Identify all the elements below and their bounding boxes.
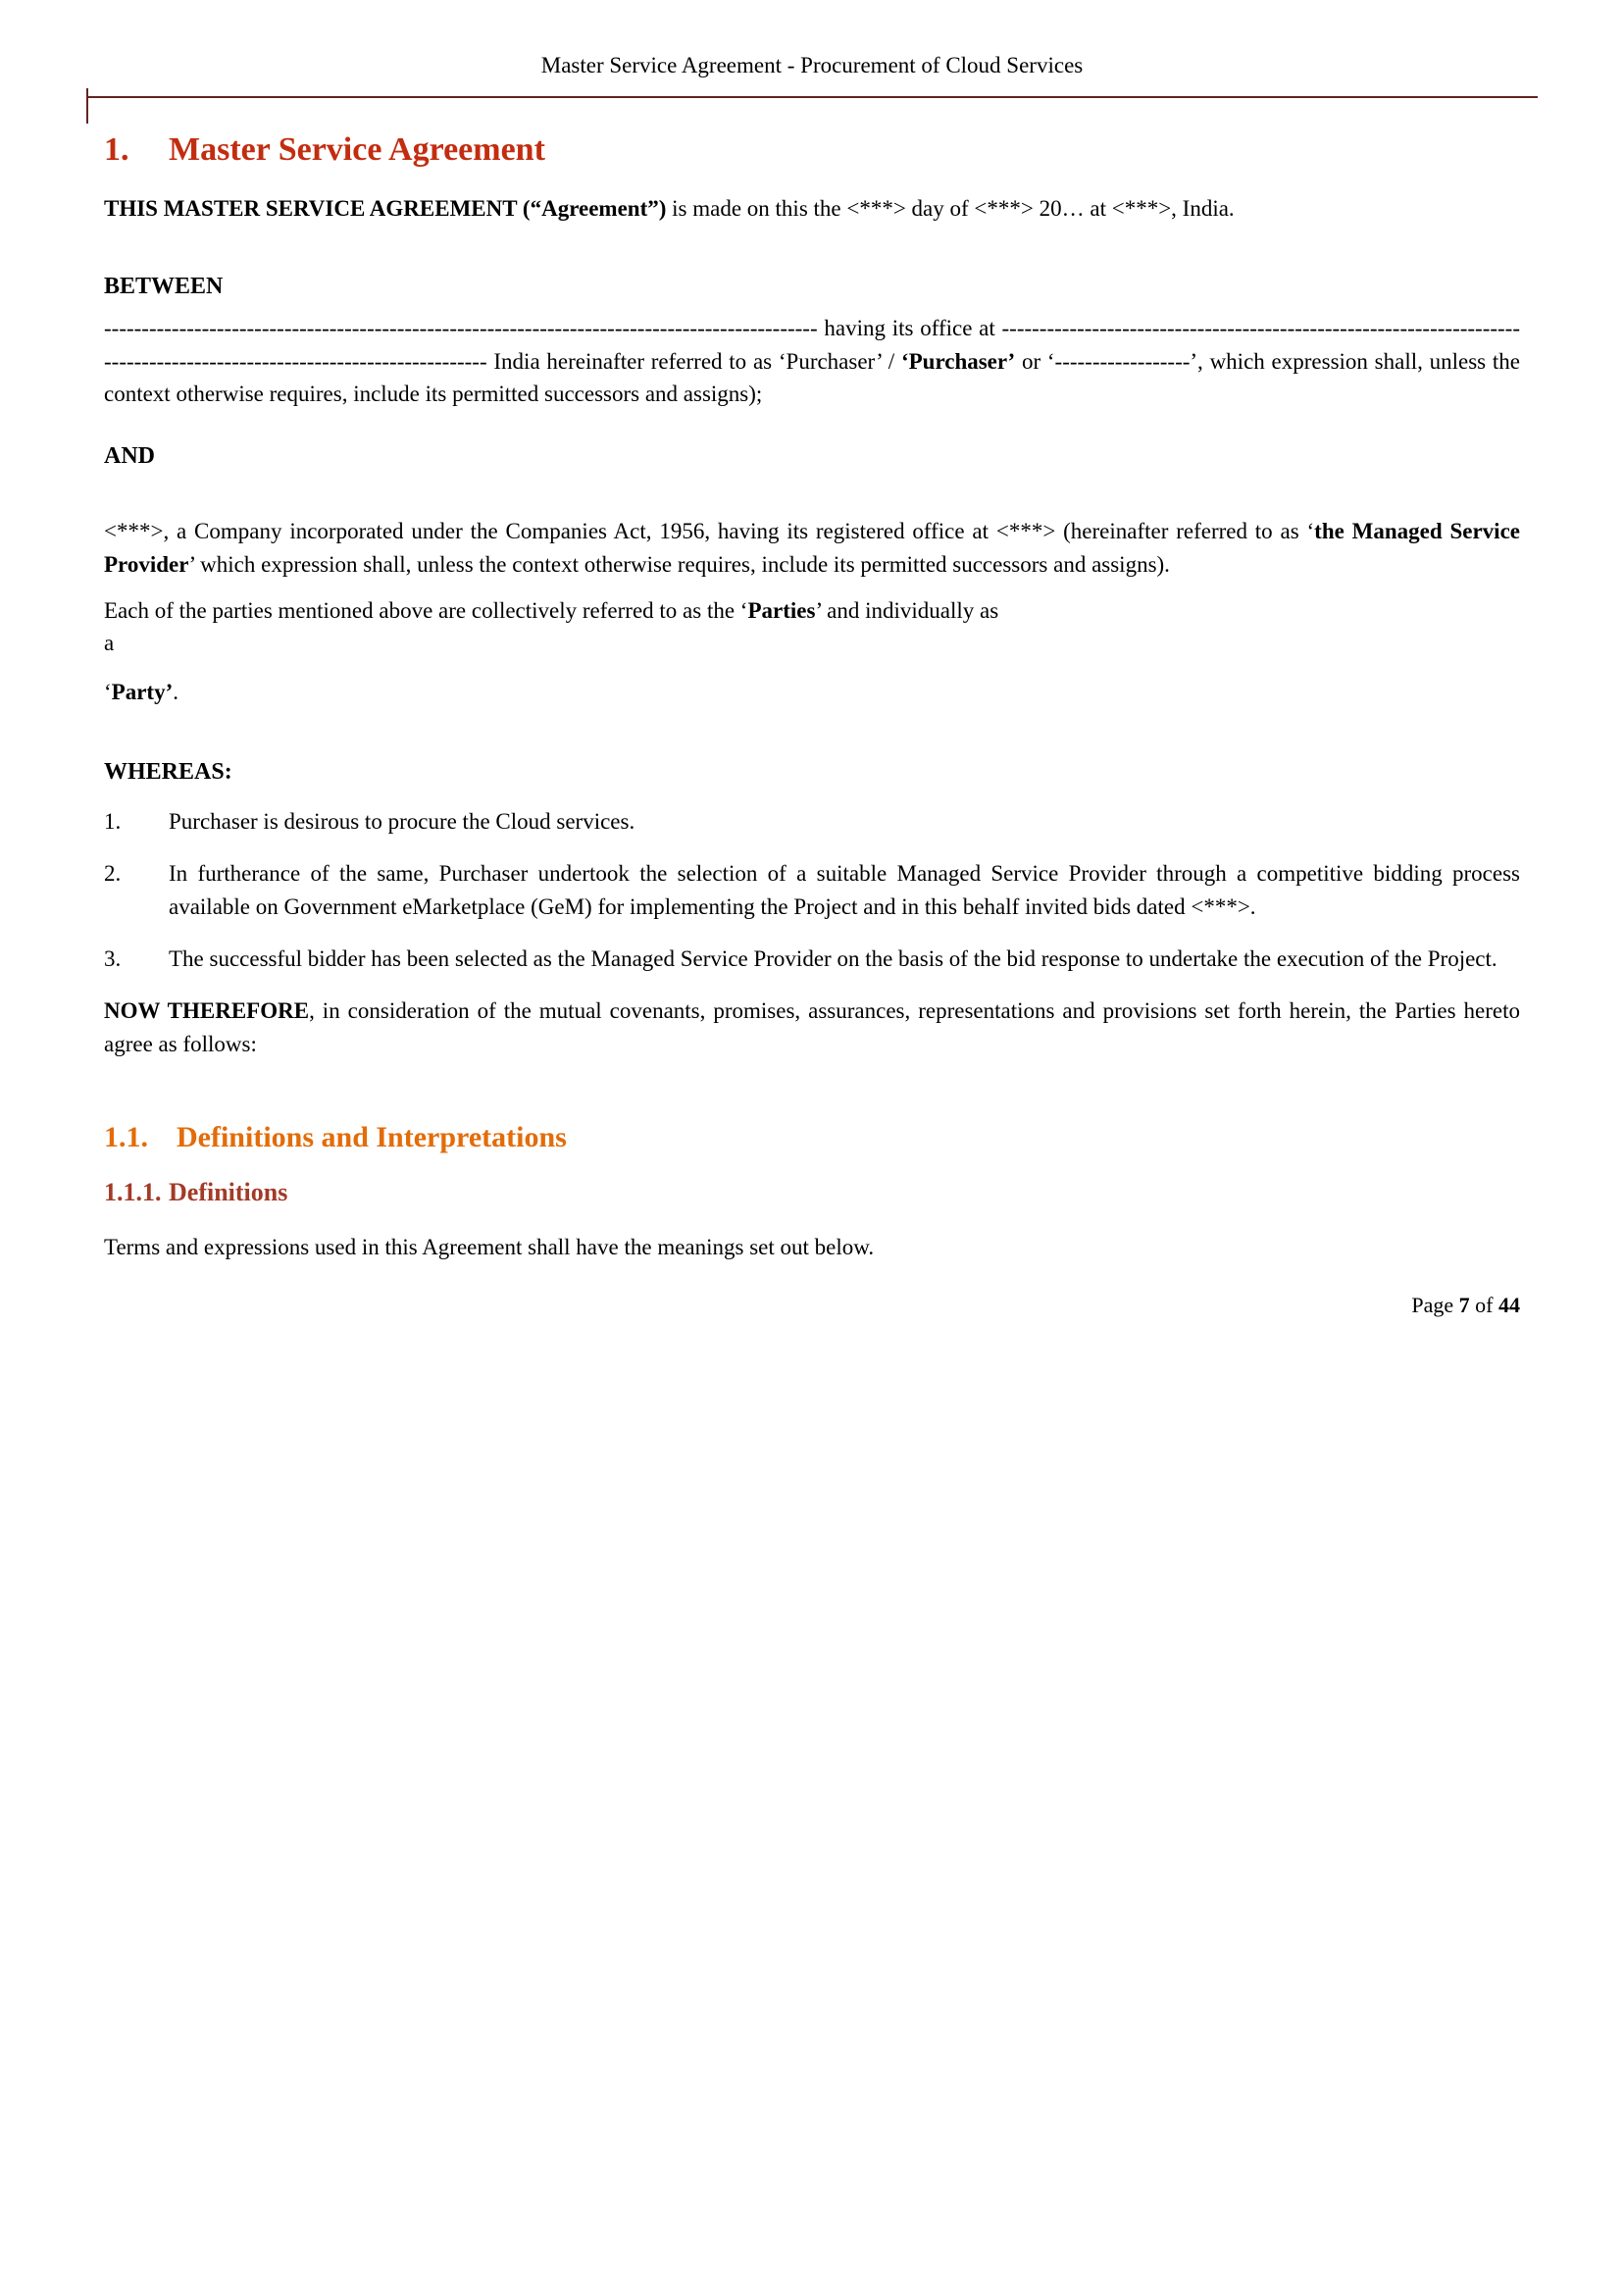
msp-text-2: ’ which expression shall, unless the context otherwise requires, include its permitted successors and assigns). bbox=[188, 551, 1170, 577]
section-heading-1 bbox=[104, 131, 1520, 169]
parties-text-1: Each of the parties mentioned above are collectively referred to as the ‘ bbox=[104, 597, 748, 623]
document-body bbox=[104, 131, 1520, 1264]
msp-bold-provider: the Managed Service Provider bbox=[104, 519, 1520, 577]
intro-text-run: is made on this the <***> day of <***> 20… at <***>, India. bbox=[666, 195, 1235, 221]
page-header-title: Master Service Agreement - Procurement of Cloud Services bbox=[540, 53, 1084, 77]
and-label: AND bbox=[104, 443, 155, 470]
footer-of-label: of bbox=[1475, 1293, 1494, 1318]
section-1-1-title: Definitions and Interpretations bbox=[177, 1121, 567, 1154]
between-bold-purchaser: ‘Purchaser’ bbox=[900, 348, 1016, 374]
now-therefore-bold: NOW THEREFORE bbox=[104, 998, 310, 1024]
whereas-item-1 bbox=[104, 805, 1520, 838]
section-1-1-1-number: 1.1.1. bbox=[104, 1178, 162, 1207]
now-therefore-paragraph bbox=[104, 995, 1520, 1060]
party-paragraph bbox=[104, 676, 1520, 708]
intro-paragraph bbox=[104, 192, 1520, 225]
whereas-item-2 bbox=[104, 857, 1520, 923]
definitions-intro-paragraph: Terms and expressions used in this Agreement shall have the meanings set out below. bbox=[104, 1235, 875, 1260]
party-period: . bbox=[173, 679, 178, 704]
between-text-2: or ‘------------------’, which expression shall, unless the context otherwise requires, include its permitted successors and assigns); bbox=[104, 348, 1520, 406]
footer-page-number: 7 bbox=[1458, 1293, 1470, 1318]
page-footer bbox=[104, 1293, 1520, 1318]
whereas-item-2-text: In furtherance of the same, Purchaser undertook the selection of a suitable Managed Service Provider through a competitive bidding process available on Government eMarketplace (GeM) for implementing the Project and in this behalf invited bids dated <***>. bbox=[169, 861, 1520, 919]
party-bold: Party’ bbox=[111, 679, 174, 704]
parties-text-2: ’ and individually as bbox=[815, 597, 999, 623]
whereas-list bbox=[104, 805, 1520, 975]
between-dashes-2: ------------------------------------------------------------------------------------------------------------------------ bbox=[104, 316, 1520, 374]
section-heading-1-1-1 bbox=[104, 1178, 1520, 1207]
parties-paragraph bbox=[104, 594, 1520, 660]
whereas-item-3-text: The successful bidder has been selected as the Managed Service Provider on the basis of the bid response to undertake the execution of the Project. bbox=[169, 946, 1497, 972]
between-text-1: India hereinafter referred to as ‘Purchaser’ / bbox=[486, 348, 901, 374]
section-1-number: 1. bbox=[104, 130, 129, 168]
whereas-item-1-text: Purchaser is desirous to procure the Cloud services. bbox=[169, 808, 635, 834]
whereas-label: WHEREAS: bbox=[104, 758, 232, 785]
page-header bbox=[104, 51, 1520, 98]
whereas-item-1-number: 1. bbox=[104, 808, 122, 834]
now-therefore-text: , in consideration of the mutual covenants, promises, assurances, representations and provisions set forth herein, the Parties hereto agree as follows: bbox=[104, 998, 1520, 1056]
whereas-item-2-number: 2. bbox=[104, 861, 122, 887]
between-dashes-1: ----------------------------------------------------------------------------------------------- bbox=[104, 316, 818, 341]
footer-page-label: Page bbox=[1411, 1293, 1454, 1318]
between-label: BETWEEN bbox=[104, 274, 224, 300]
msp-paragraph bbox=[104, 515, 1520, 581]
section-1-1-number: 1.1. bbox=[104, 1121, 148, 1154]
section-1-title: Master Service Agreement bbox=[169, 130, 545, 168]
whereas-item-3-number: 3. bbox=[104, 946, 122, 972]
section-heading-1-1 bbox=[104, 1121, 1520, 1154]
intro-bold-run: THIS MASTER SERVICE AGREEMENT (“Agreement”) bbox=[104, 195, 667, 221]
parties-text-3: a bbox=[104, 631, 115, 656]
section-1-1-1-title: Definitions bbox=[169, 1178, 288, 1207]
party-open-quote: ‘ bbox=[104, 679, 112, 704]
parties-bold: Parties bbox=[747, 597, 816, 623]
whereas-item-3 bbox=[104, 943, 1520, 975]
msp-text-1: <***>, a Company incorporated under the Companies Act, 1956, having its registered office at <***> (hereinafter referred to as ‘ bbox=[104, 519, 1315, 544]
header-divider bbox=[86, 96, 1538, 98]
between-paragraph bbox=[104, 312, 1520, 410]
between-office-text: having its office at bbox=[817, 316, 1002, 341]
footer-total-pages: 44 bbox=[1498, 1293, 1520, 1318]
